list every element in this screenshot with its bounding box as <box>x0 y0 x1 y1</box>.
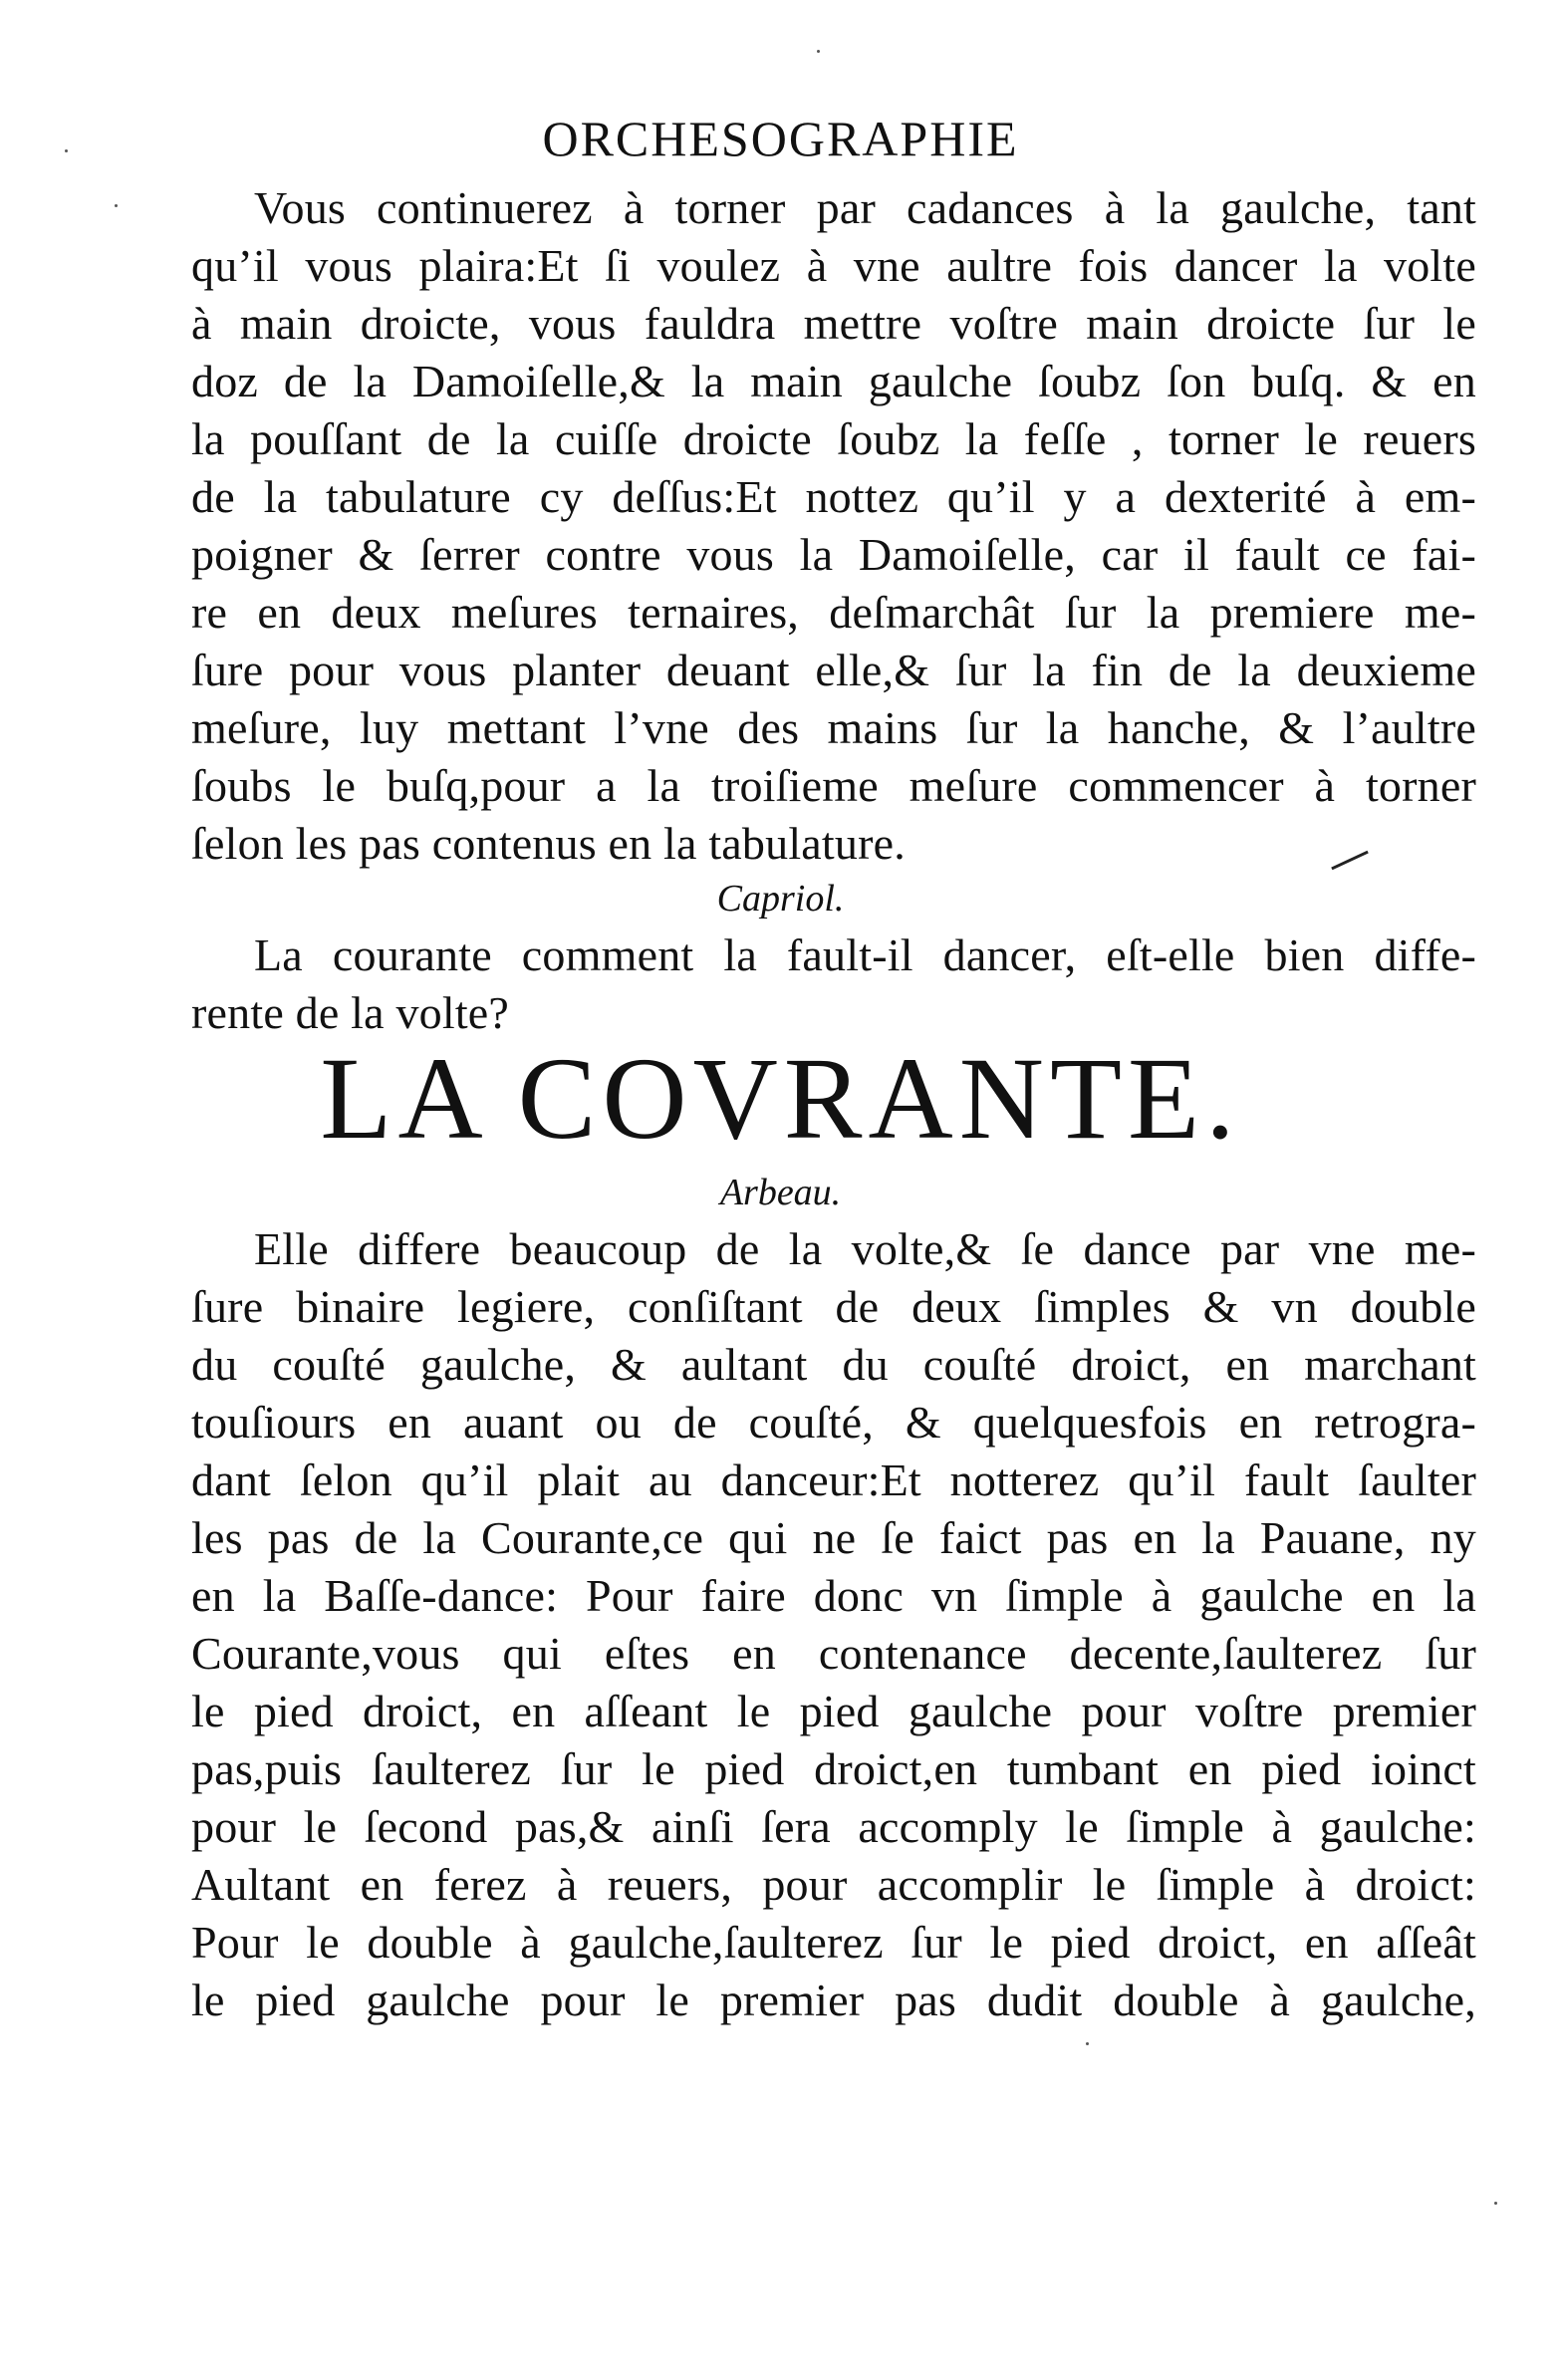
text-line: ſoubs le buſq,pour a la troiſieme meſure commencer à torner <box>191 760 1476 811</box>
text-line: pour le ſecond pas,& ainſi ſera accomply le ſimple à gaulche: <box>191 1801 1476 1852</box>
section-title: LA COVRANTE. <box>320 1033 1241 1164</box>
print-speck <box>65 149 68 152</box>
print-speck <box>1494 2202 1497 2205</box>
text-line: doz de la Damoiſelle,& la main gaulche ſoubz ſon buſq. & en <box>191 356 1476 406</box>
text-line: du couſté gaulche, & aultant du couſté droict, en marchant <box>191 1339 1476 1390</box>
speaker-label: Arbeau. <box>719 1172 842 1213</box>
text-line: re en deux meſures ternaires, deſmarchât ſur la premiere me- <box>191 587 1476 638</box>
text-line: le pied gaulche pour le premier pas dudit double à gaulche, <box>191 1975 1476 2025</box>
text-line: Courante,vous qui eſtes en contenance decente,ſaulterez ſur <box>191 1628 1476 1679</box>
text-line: en la Baſſe-dance: Pour faire donc vn ſimple à gaulche en la <box>191 1570 1476 1621</box>
text-line: ſure pour vous planter deuant elle,& ſur la fin de la deuxieme <box>191 645 1476 695</box>
text-line: Vous continuerez à torner par cadances à la gaulche, tant <box>254 182 1476 233</box>
text-line: La courante comment la fault-il dancer, eſt-elle bien diffe- <box>254 929 1476 980</box>
print-speck <box>1086 2042 1089 2045</box>
text-line: meſure, luy mettant l’vne des mains ſur la hanche, & l’aultre <box>191 702 1476 753</box>
text-line: rente de la volte? <box>191 987 510 1038</box>
running-head: ORCHESOGRAPHIE <box>542 111 1019 166</box>
text-line: la pouſſant de la cuiſſe droicte ſoubz la feſſe , torner le reuers <box>191 413 1476 464</box>
text-line: qu’il vous plaira:Et ſi voulez à vne aultre fois dancer la volte <box>191 240 1476 291</box>
text-line: les pas de la Courante,ce qui ne ſe faict pas en la Pauane, ny <box>191 1512 1476 1563</box>
text-line: à main droicte, vous fauldra mettre voſtre main droicte ſur le <box>191 298 1476 349</box>
text-line: Aultant en ferez à reuers, pour accomplir le ſimple à droict: <box>191 1859 1476 1910</box>
text-line: de la tabulature cy deſſus:Et nottez qu’il y a dexterité à em- <box>191 471 1476 522</box>
text-line: Pour le double à gaulche,ſaulterez ſur le pied droict, en aſſeât <box>191 1917 1476 1968</box>
text-line: ſure binaire legiere, conſiſtant de deux ſimples & vn double <box>191 1281 1476 1332</box>
print-speck <box>115 204 118 207</box>
print-speck <box>817 50 820 53</box>
text-line: poigner & ſerrer contre vous la Damoiſelle, car il fault ce fai- <box>191 529 1476 580</box>
text-line: pas,puis ſaulterez ſur le pied droict,en tumbant en pied ioinct <box>191 1743 1476 1794</box>
speaker-label: Capriol. <box>716 878 845 920</box>
text-line: Elle differe beaucoup de la volte,& ſe dance par vne me- <box>254 1223 1476 1274</box>
text-line: le pied droict, en aſſeant le pied gaulche pour voſtre premier <box>191 1686 1476 1736</box>
text-line: dant ſelon qu’il plait au danceur:Et notterez qu’il fault ſaulter <box>191 1454 1476 1505</box>
text-line: ſelon les pas contenus en la tabulature. <box>191 818 906 869</box>
text-line: touſiours en auant ou de couſté, & quelquesfois en retrogra- <box>191 1397 1476 1448</box>
